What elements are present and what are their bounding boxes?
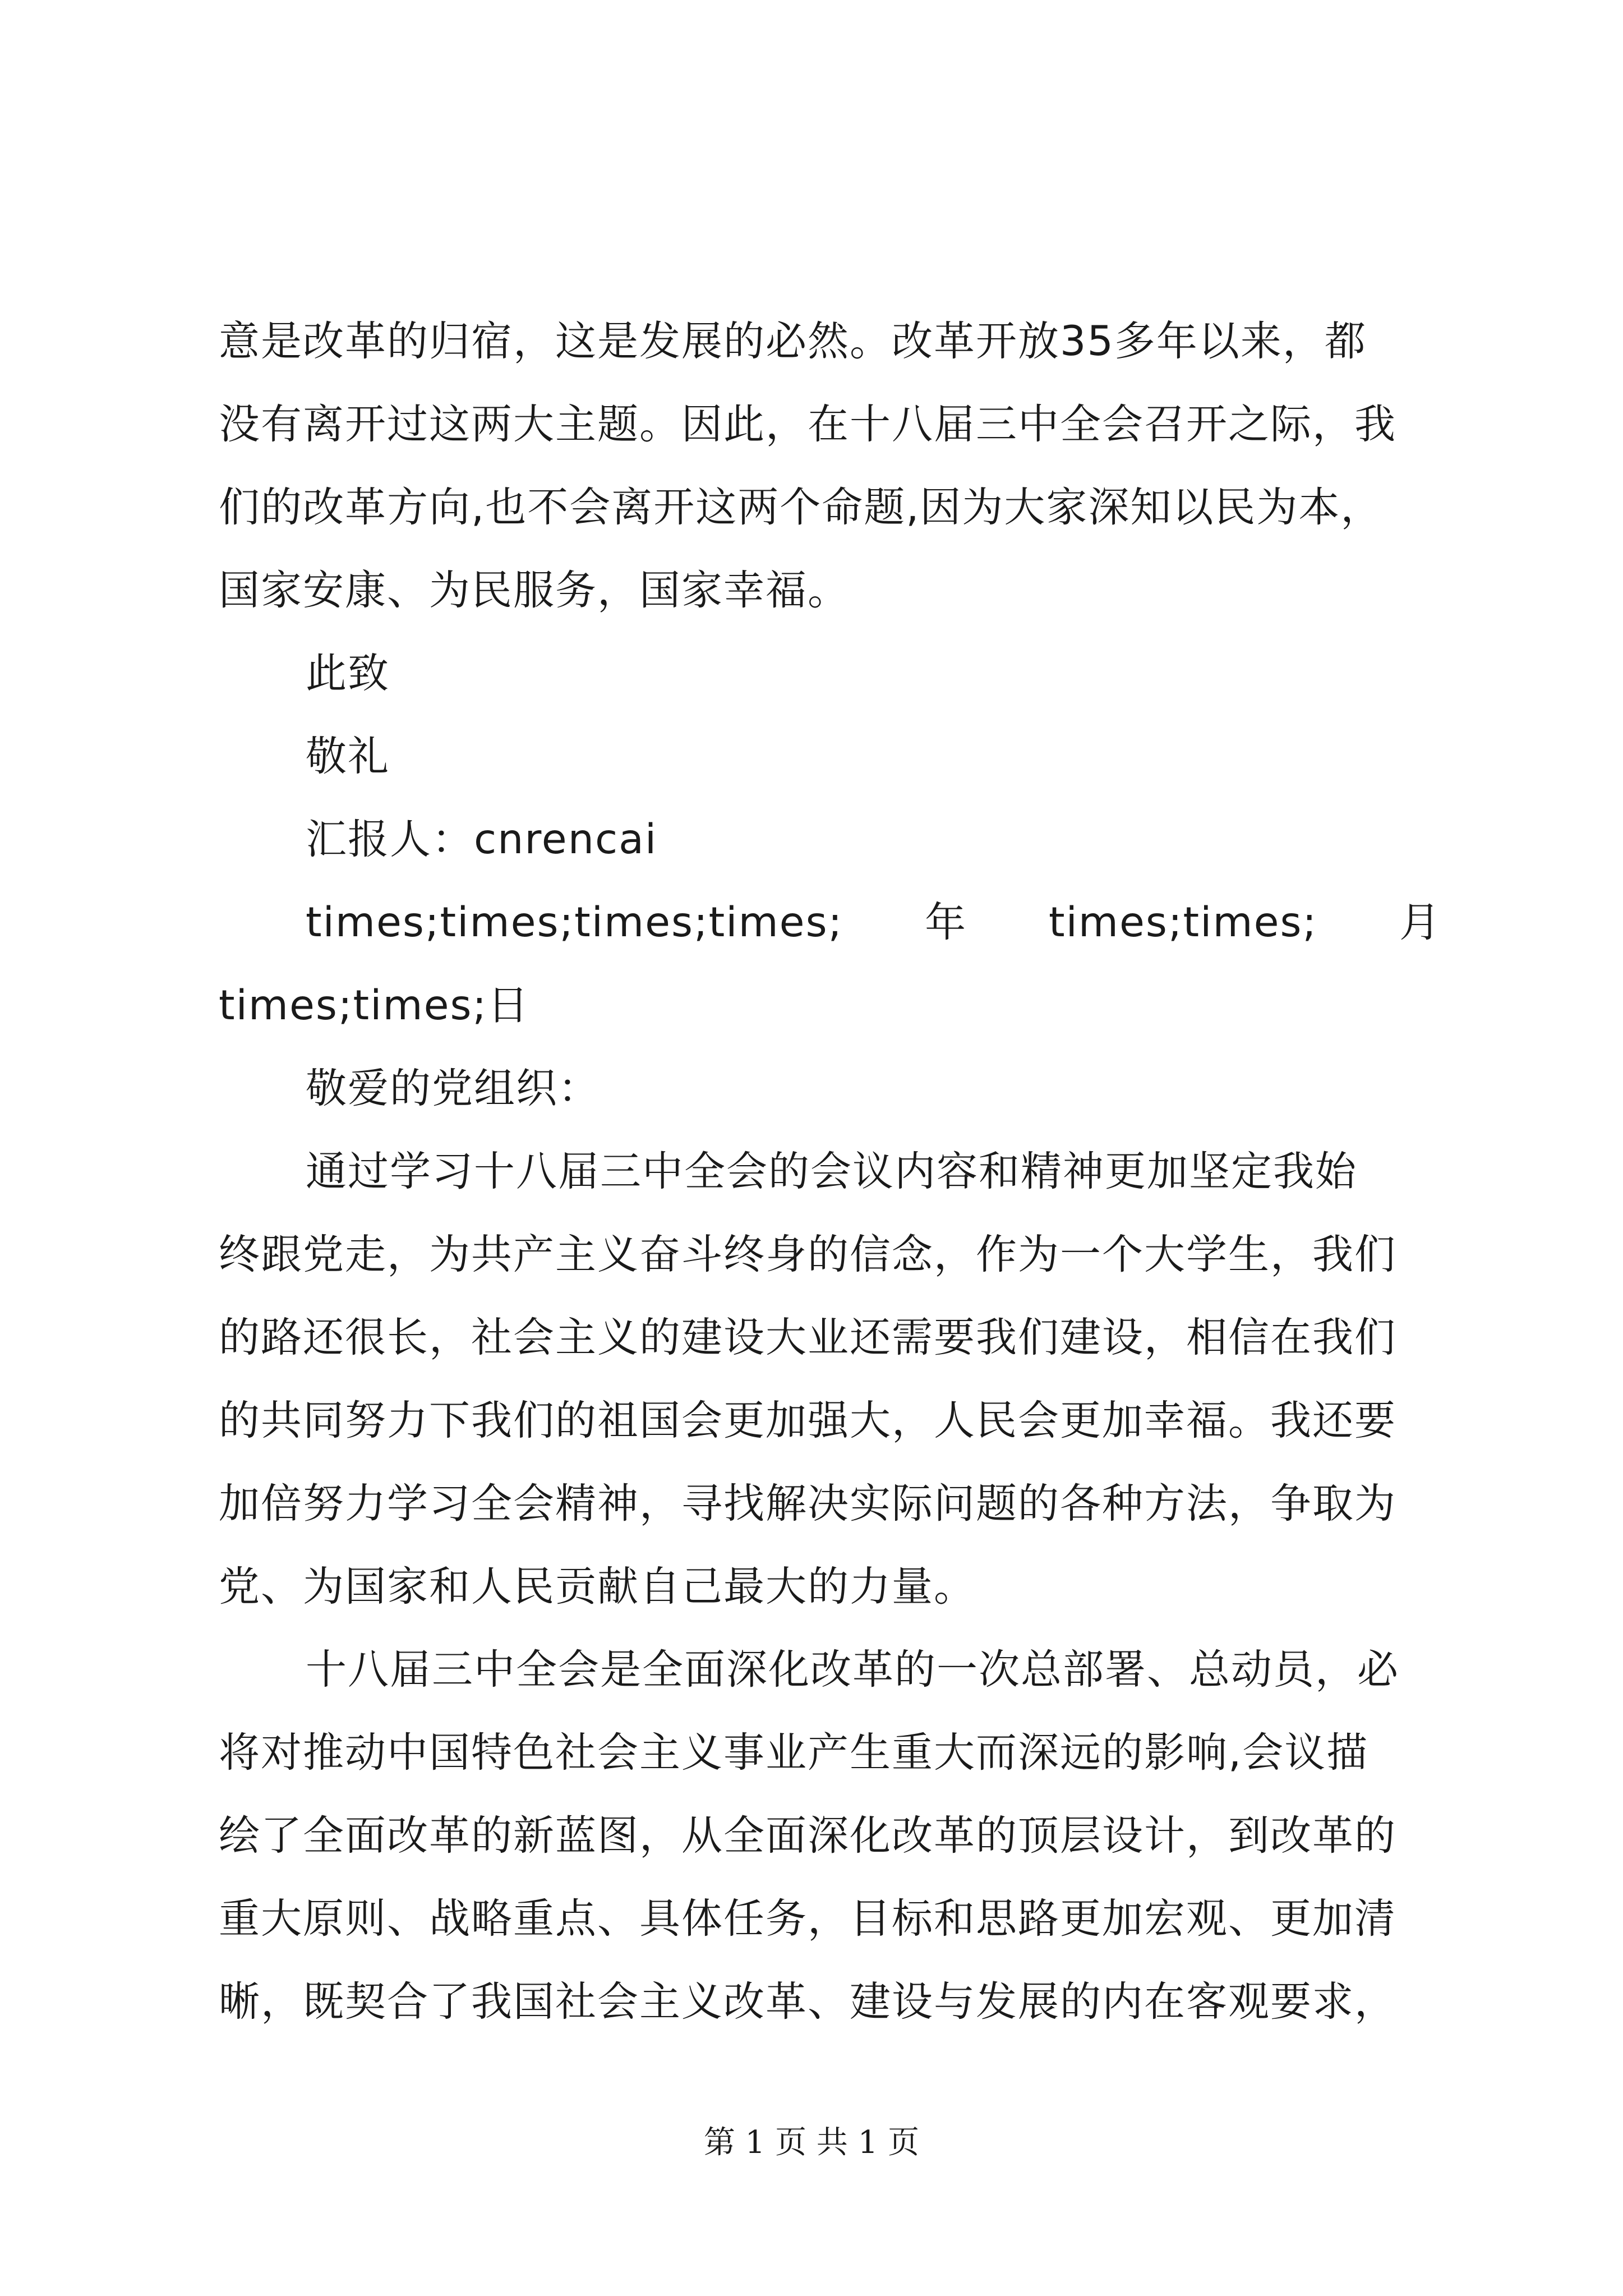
- paragraph-line: 通过学习十八届三中全会的会议内容和精神更加坚定我始: [306, 1148, 1357, 1195]
- date-placeholder: times;times;: [1049, 899, 1318, 946]
- date-placeholder: times;times;times;times;: [306, 899, 843, 946]
- paragraph-line: 党、为国家和人民贡献自己最大的力量。: [219, 1563, 976, 1611]
- paragraph-line: 十八届三中全会是全面深化改革的一次总部署、总动员，必: [306, 1646, 1399, 1694]
- date-month-label: 月: [1399, 899, 1441, 946]
- paragraph-line: 们的改革方向,也不会离开这两个命题,因为大家深知以民为本，: [219, 484, 1383, 531]
- paragraph-line: 重大原则、战略重点、具体任务，目标和思路更加宏观、更加清: [219, 1895, 1396, 1943]
- date-line: [219, 881, 1441, 964]
- paragraph-line: 没有离开过这两大主题。因此，在十八届三中全会召开之际，我: [219, 401, 1396, 448]
- paragraph-line: 的路还很长，社会主义的建设大业还需要我们建设，相信在我们: [219, 1314, 1396, 1361]
- paragraph-line: 终跟党走，为共产主义奋斗终身的信念，作为一个大学生，我们: [219, 1231, 1396, 1278]
- letter-greeting: 敬爱的党组织：: [306, 1065, 600, 1112]
- paragraph-line: 晰，既契合了我国社会主义改革、建设与发展的内在客观要求，: [219, 1978, 1396, 2026]
- reporter-line: 汇报人：cnrencai: [306, 816, 658, 863]
- date-line-continued: times;times;日: [219, 982, 530, 1029]
- closing-regards: 敬礼: [306, 733, 390, 780]
- date-year-label: 年: [925, 899, 967, 946]
- paragraph-line: 意是改革的归宿，这是发展的必然。改革开放35多年以来，都: [219, 318, 1367, 365]
- paragraph-line: 绘了全面改革的新蓝图，从全面深化改革的顶层设计，到改革的: [219, 1812, 1396, 1860]
- page-number-footer: 第 1 页 共 1 页: [703, 2124, 920, 2161]
- paragraph-line: 国家安康、为民服务，国家幸福。: [219, 567, 850, 614]
- paragraph-line: 加倍努力学习全会精神，寻找解决实际问题的各种方法，争取为: [219, 1480, 1396, 1527]
- paragraph-line: 的共同努力下我们的祖国会更加强大，人民会更加幸福。我还要: [219, 1397, 1396, 1444]
- paragraph-line: 将对推动中国特色社会主义事业产生重大而深远的影响,会议描: [219, 1729, 1369, 1777]
- document-body: [219, 300, 1441, 2044]
- closing-salutation: 此致: [306, 650, 390, 697]
